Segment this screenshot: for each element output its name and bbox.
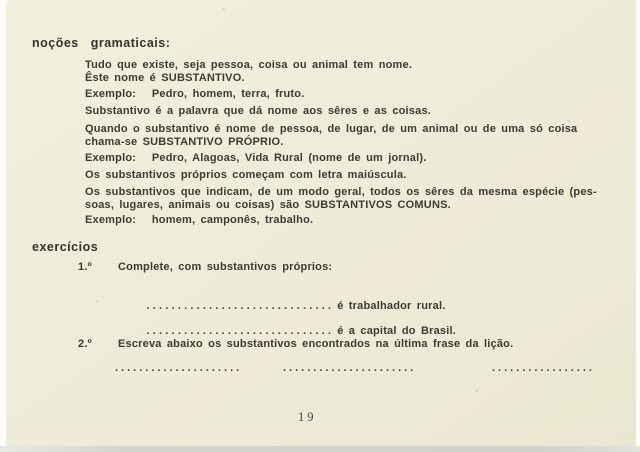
section-heading-exercicios: exercícios	[32, 240, 99, 254]
exercise-number: 1.º	[78, 261, 92, 273]
page-number: 19	[298, 410, 317, 424]
scan-speck	[568, 120, 570, 122]
exercise-prompt: Complete, com substantivos próprios:	[118, 261, 333, 273]
lesson-line: Êste nome é SUBSTANTIVO.	[85, 72, 245, 84]
section-heading-nocoes-gramaticais: noções gramaticais:	[32, 36, 171, 50]
scan-speck	[476, 390, 478, 392]
answer-blank-dots: ......................	[283, 362, 417, 374]
scan-edge-shadow	[0, 446, 640, 452]
exercise-number: 2.º	[78, 338, 92, 350]
scan-speck	[222, 8, 225, 10]
lesson-line: chama-se SUBSTANTIVO PRÓPRIO.	[85, 136, 284, 148]
blank-answer-text: é a capital do Brasil.	[337, 325, 457, 337]
lesson-line: Os substantivos que indicam, de um modo geral, todos os sêres da mesma espécie (pes-	[85, 186, 597, 198]
lesson-line: Exemplo: Pedro, Alagoas, Vida Rural (nome de um jornal).	[85, 152, 427, 164]
fill-in-blank-dots: ..............................	[146, 300, 335, 312]
document-page	[6, 0, 636, 446]
lesson-line: Tudo que existe, seja pessoa, coisa ou animal tem nome.	[85, 59, 413, 71]
exercise-prompt: Escreva abaixo os substantivos encontrados na última frase da lição.	[118, 338, 514, 350]
lesson-line: Exemplo: homem, camponês, trabalho.	[85, 214, 314, 226]
fill-in-blank-dots: ..............................	[146, 325, 335, 337]
scan-speck	[96, 300, 98, 302]
lesson-line: Substantivo é a palavra que dá nome aos sêres e as coisas.	[85, 105, 432, 117]
lesson-line: Os substantivos próprios começam com letra maiúscula.	[85, 169, 407, 181]
blank-answer-text: é trabalhador rural.	[337, 300, 446, 312]
answer-blank-dots: .....................	[115, 362, 243, 374]
lesson-line: soas, lugares, animais ou coisas) são SUBSTANTIVOS COMUNS.	[85, 199, 451, 211]
answer-blank-dots: .................	[492, 362, 595, 374]
lesson-line: Quando o substantivo é nome de pessoa, de lugar, de um animal ou de uma só coisa	[85, 123, 578, 135]
lesson-line: Exemplo: Pedro, homem, terra, fruto.	[85, 88, 305, 100]
